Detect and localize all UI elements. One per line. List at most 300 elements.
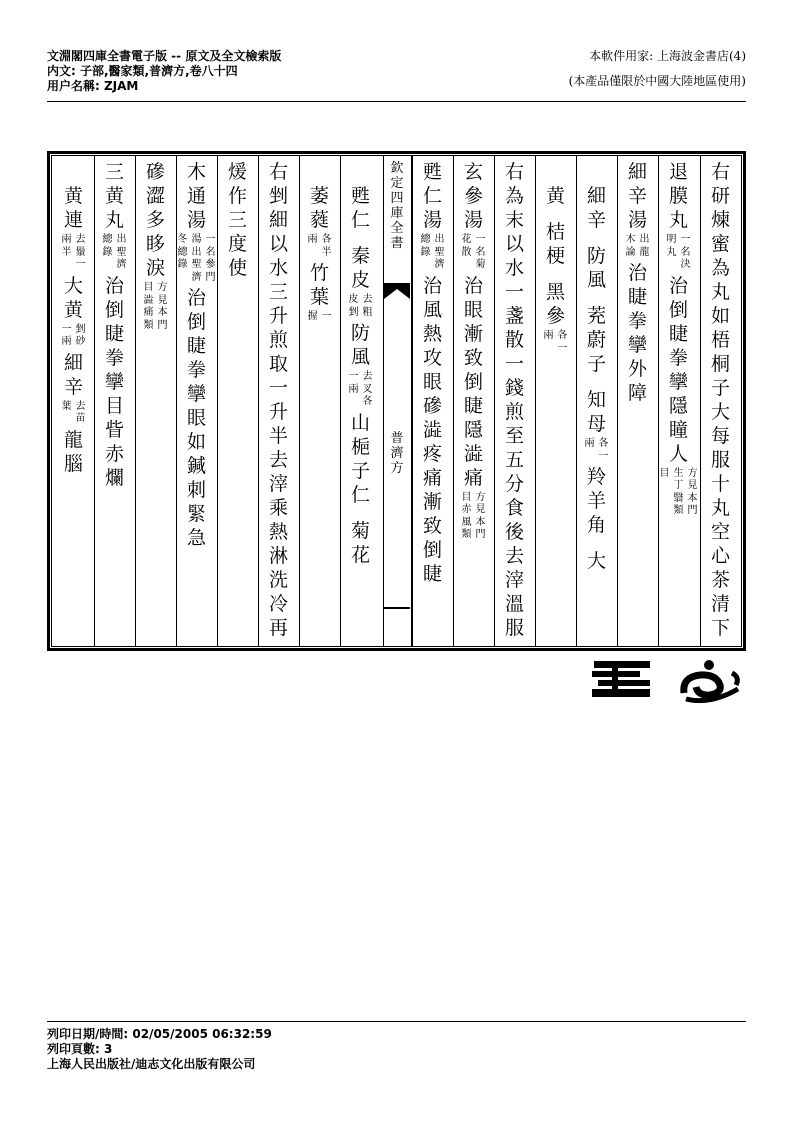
main-char: 後 (504, 521, 524, 543)
main-char: 十 (710, 473, 730, 495)
note-char: 翳 (673, 492, 684, 504)
interlinear-note (461, 234, 487, 272)
note-char: 木 (625, 234, 636, 245)
main-char: 湯 (463, 209, 483, 231)
note-char: 出 (639, 234, 650, 245)
interlinear-note (61, 324, 87, 349)
main-char: 刺 (186, 479, 206, 501)
text-column (258, 156, 299, 646)
main-char: 倒 (186, 311, 206, 333)
main-char: 每 (710, 425, 730, 447)
note-char: 握 (307, 311, 318, 322)
note-subcolumn (191, 234, 203, 284)
main-char: 仁 (350, 483, 370, 506)
main-char: 拳 (668, 346, 688, 369)
main-char: 退 (668, 161, 688, 183)
note-char: 出 (116, 234, 127, 245)
main-char: 羊 (586, 490, 606, 512)
main-char: 目 (104, 394, 124, 417)
main-char: 通 (186, 185, 206, 207)
main-char: 乘 (268, 497, 288, 519)
note-subcolumn (598, 438, 610, 463)
center-book-char: 全 (390, 221, 404, 236)
note-subcolumn (307, 311, 319, 324)
main-char: 甦 (350, 185, 370, 207)
main-char: 細 (586, 185, 606, 207)
column-rule (576, 155, 577, 647)
main-char: 萎 (309, 185, 329, 207)
main-char: 服 (710, 449, 730, 471)
text-column (94, 156, 135, 646)
main-char: 參 (545, 305, 565, 327)
note-char: 總 (177, 246, 188, 258)
column-rule (340, 155, 341, 647)
main-char: 茺 (586, 305, 606, 327)
main-char: 水 (268, 257, 288, 279)
main-char: 剉 (268, 185, 288, 207)
note-subcolumn (680, 234, 692, 272)
main-char: 澁 (422, 418, 442, 441)
note-char: 赤 (461, 504, 472, 515)
main-char: 磣 (422, 394, 442, 417)
interlinear-note (625, 234, 651, 259)
main-char: 至 (504, 425, 524, 447)
main-char: 黄 (545, 185, 565, 207)
main-char: 一 (504, 281, 524, 303)
main-char: 大 (586, 550, 606, 572)
main-char: 連 (63, 209, 83, 231)
note-subcolumn (205, 234, 217, 284)
interlinear-note (143, 282, 169, 332)
note-char: 出 (191, 246, 202, 258)
main-char: 桐 (710, 353, 730, 375)
column-rule (700, 155, 701, 647)
main-char: 為 (710, 257, 730, 279)
main-char: 淋 (268, 545, 288, 567)
note-char: 目 (659, 467, 670, 479)
main-char: 攣 (186, 383, 206, 405)
main-char: 磣 (145, 161, 165, 183)
interlinear-note (177, 234, 217, 284)
main-char: 腦 (63, 452, 83, 475)
main-char: 黄 (63, 185, 83, 207)
main-char: 漸 (422, 490, 442, 513)
main-char: 空 (710, 521, 730, 543)
center-book-char: 欽 (390, 161, 404, 176)
main-char: 丸 (710, 497, 730, 519)
note-subcolumn (434, 234, 446, 272)
main-char: 細 (268, 209, 288, 231)
note-subcolumn (307, 234, 319, 259)
column-rule (299, 155, 300, 647)
header-rule (47, 101, 746, 102)
note-char: 兩 (584, 438, 595, 449)
main-char: 致 (463, 346, 483, 369)
text-column (135, 156, 176, 646)
interlinear-note (659, 468, 699, 518)
main-char: 右 (504, 161, 524, 183)
column-rule (535, 155, 536, 647)
main-char: 如 (186, 431, 206, 453)
note-char: 本 (687, 492, 698, 504)
fishtail-mark (384, 283, 410, 299)
note-char: 丸 (666, 246, 677, 258)
main-char: 參 (463, 185, 483, 207)
fishtail-rule (384, 607, 410, 610)
main-char: 風 (586, 269, 606, 291)
note-char: 花 (461, 234, 472, 245)
note-subcolumn (348, 371, 360, 409)
main-char: 障 (627, 382, 647, 404)
note-char: 門 (205, 271, 216, 283)
center-juan-title (383, 431, 411, 476)
center-column-rule (411, 155, 412, 647)
column-rule (617, 155, 618, 647)
text-column (217, 156, 258, 646)
note-char: 痛 (143, 307, 154, 318)
main-char: 三 (268, 281, 288, 303)
text-column (453, 156, 494, 646)
main-char: 瞳 (668, 418, 688, 441)
main-char: 倒 (463, 370, 483, 393)
note-char: 剉 (75, 323, 86, 335)
main-char: 龍 (63, 428, 83, 451)
main-char: 使 (227, 257, 247, 279)
main-char: 右 (710, 161, 730, 183)
main-char: 一 (504, 353, 524, 375)
text-column (617, 156, 658, 646)
note-char: 論 (625, 246, 636, 258)
main-char: 赤 (104, 442, 124, 465)
note-subcolumn (659, 468, 671, 518)
text-column (700, 156, 741, 646)
main-char: 睫 (104, 322, 124, 345)
note-char: 各 (362, 396, 373, 407)
main-char: 梔 (350, 435, 370, 458)
main-char: 外 (627, 358, 647, 380)
note-char: 明 (666, 234, 677, 245)
main-char: 睫 (422, 562, 442, 585)
main-char: 眼 (422, 370, 442, 393)
interlinear-note (307, 234, 333, 259)
main-char: 錢 (504, 377, 524, 399)
note-char: 見 (687, 480, 698, 491)
main-char: 細 (627, 161, 647, 183)
column-rule (494, 155, 495, 647)
main-char: 丸 (104, 209, 124, 231)
note-char: 類 (461, 529, 472, 540)
note-char: 目 (461, 491, 472, 503)
note-char: 見 (157, 294, 168, 306)
main-char: 人 (668, 442, 688, 465)
main-char: 丸 (668, 209, 688, 231)
note-char: 冬 (177, 234, 188, 245)
main-char: 桔 (545, 221, 565, 243)
main-char: 角 (586, 514, 606, 536)
main-char: 心 (710, 545, 730, 567)
note-subcolumn (461, 492, 473, 542)
main-char: 分 (504, 473, 524, 495)
note-char: 方 (687, 467, 698, 479)
header-licensee: 本軟件用家: 上海波金書店(4) (589, 49, 746, 63)
note-char: 名 (680, 246, 691, 258)
note-subcolumn (362, 294, 374, 319)
main-char: 再 (268, 617, 288, 639)
note-char: 葉 (61, 400, 72, 412)
interlinear-note (420, 234, 446, 272)
note-char: 決 (680, 259, 691, 270)
note-char: 龍 (639, 246, 650, 258)
note-char: 澁 (143, 294, 154, 306)
note-subcolumn (639, 234, 651, 259)
main-char: 鍼 (186, 455, 206, 477)
main-char: 治 (627, 262, 647, 284)
main-char: 睫 (186, 335, 206, 357)
note-char: 散 (461, 246, 472, 258)
note-char: 參 (205, 259, 216, 270)
main-char: 去 (504, 545, 524, 567)
note-char: 聖 (191, 259, 202, 270)
note-char: 鬚 (75, 246, 86, 258)
main-char: 花 (350, 543, 370, 566)
note-char: 半 (321, 246, 332, 258)
column-rule (217, 155, 218, 647)
note-char: 兩 (348, 383, 359, 395)
main-char: 葉 (309, 286, 329, 308)
note-char: 門 (157, 319, 168, 331)
main-char: 去 (268, 449, 288, 471)
interlinear-note (666, 234, 692, 272)
note-subcolumn (157, 282, 169, 332)
main-char: 知 (586, 389, 606, 411)
column-rule (135, 155, 136, 647)
main-char: 緊 (186, 503, 206, 525)
interlinear-note (348, 294, 374, 319)
main-char: 風 (350, 346, 370, 368)
note-char: 錄 (420, 246, 431, 258)
main-char: 治 (422, 274, 442, 297)
main-char: 蜜 (710, 233, 730, 255)
column-rule (94, 155, 95, 647)
note-char: 去 (75, 400, 86, 412)
note-char: 去 (362, 294, 373, 305)
note-char: 方 (475, 491, 486, 503)
seal-mark-left (592, 659, 652, 699)
main-char: 滓 (268, 473, 288, 495)
main-char: 菊 (350, 519, 370, 542)
note-char: 類 (143, 319, 154, 331)
interlinear-note (543, 330, 569, 355)
header-section: 内文: 子部,醫家類,普濟方,卷八十四 (47, 64, 238, 78)
note-char: 砂 (75, 336, 86, 347)
footer-rule (47, 1021, 746, 1022)
main-char: 丸 (710, 281, 730, 303)
interlinear-note (61, 401, 87, 426)
main-char: 溫 (504, 593, 524, 615)
note-char: 各 (598, 438, 609, 449)
note-char: 濟 (191, 271, 202, 283)
header-title: 文淵閣四庫全書電子版 -- 原文及全文檢索版 (47, 49, 282, 63)
main-char: 蔚 (586, 329, 606, 351)
main-char: 攣 (104, 370, 124, 393)
note-char: 風 (461, 516, 472, 528)
note-char: 一 (75, 259, 86, 270)
main-char: 梗 (545, 245, 565, 267)
interlinear-note (461, 492, 487, 542)
footer-info (47, 1027, 272, 1072)
main-char: 以 (504, 233, 524, 255)
note-char: 本 (157, 307, 168, 318)
note-subcolumn (584, 438, 596, 463)
main-char: 服 (504, 617, 524, 639)
text-column (494, 156, 535, 646)
main-char: 黄 (104, 185, 124, 207)
note-char: 去 (75, 234, 86, 245)
main-char: 隱 (668, 394, 688, 417)
main-char: 研 (710, 185, 730, 207)
text-column (176, 156, 217, 646)
note-subcolumn (557, 330, 569, 355)
note-subcolumn (61, 324, 73, 349)
main-char: 散 (504, 329, 524, 351)
main-char: 如 (710, 305, 730, 327)
center-book-char: 書 (390, 236, 404, 251)
main-char: 三 (227, 209, 247, 231)
text-column (576, 156, 617, 646)
main-char: 大 (710, 401, 730, 423)
center-title-char: 濟 (390, 446, 404, 461)
note-char: 方 (157, 282, 168, 293)
center-title-char: 方 (390, 461, 404, 476)
note-subcolumn (321, 234, 333, 259)
note-subcolumn (61, 401, 73, 426)
main-char: 冷 (268, 593, 288, 615)
main-char: 母 (586, 413, 606, 435)
main-char: 竹 (309, 262, 329, 284)
main-char: 子 (710, 377, 730, 399)
main-char: 隱 (463, 418, 483, 441)
note-char: 門 (475, 529, 486, 540)
main-char: 秦 (350, 245, 370, 267)
center-book-title (383, 161, 411, 251)
main-char: 一 (268, 377, 288, 399)
header-restriction: (本產品僅限於中國大陸地區使用) (568, 74, 746, 88)
main-char: 黄 (63, 298, 83, 321)
note-char: 去 (362, 371, 373, 382)
main-char: 治 (104, 274, 124, 297)
interlinear-note (61, 234, 87, 272)
main-char: 半 (268, 425, 288, 447)
header-license (569, 49, 746, 89)
main-char: 洗 (268, 569, 288, 591)
main-char: 致 (422, 514, 442, 537)
main-char: 急 (186, 527, 206, 549)
note-char: 菊 (475, 259, 486, 270)
main-char: 熱 (422, 322, 442, 345)
main-char: 升 (268, 305, 288, 327)
note-char: 兩 (307, 234, 318, 245)
main-char: 防 (350, 322, 370, 344)
main-char: 澁 (463, 442, 483, 465)
main-char: 眥 (104, 418, 124, 441)
main-char: 煖 (227, 161, 247, 183)
note-char: 兩 (61, 336, 72, 347)
note-subcolumn (475, 492, 487, 542)
text-column (535, 156, 576, 646)
column-rule (412, 155, 413, 647)
note-char: 一 (61, 323, 72, 335)
main-char: 盞 (504, 305, 524, 327)
note-char: 本 (475, 516, 486, 528)
note-char: 目 (143, 282, 154, 293)
main-char: 右 (268, 161, 288, 183)
main-char: 眼 (186, 407, 206, 429)
column-rule (258, 155, 259, 647)
main-char: 滓 (504, 569, 524, 591)
main-char: 爛 (104, 466, 124, 489)
note-char: 一 (557, 342, 568, 354)
note-char: 一 (348, 371, 359, 382)
note-char: 一 (321, 311, 332, 322)
note-char: 出 (434, 234, 445, 245)
note-char: 半 (61, 246, 72, 258)
note-subcolumn (348, 294, 360, 319)
footer-pages: 列印頁數: 3 (47, 1042, 113, 1056)
main-char: 作 (227, 185, 247, 207)
note-subcolumn (321, 311, 333, 324)
main-char: 大 (63, 274, 83, 297)
main-char: 升 (268, 401, 288, 423)
note-char: 名 (205, 246, 216, 258)
main-char: 攣 (668, 370, 688, 393)
main-char: 細 (63, 351, 83, 374)
main-char: 黑 (545, 281, 565, 303)
note-char: 湯 (191, 234, 202, 245)
note-char: 名 (475, 246, 486, 258)
main-char: 羚 (586, 466, 606, 488)
main-char: 治 (463, 274, 483, 297)
main-char: 茶 (710, 569, 730, 591)
note-subcolumn (177, 234, 189, 284)
main-char: 攣 (627, 334, 647, 356)
note-subcolumn (420, 234, 432, 272)
main-char: 痛 (463, 466, 483, 489)
main-char: 澀 (145, 185, 165, 207)
main-char: 子 (586, 353, 606, 375)
note-char: 苗 (75, 413, 86, 424)
main-char: 痛 (422, 466, 442, 489)
footer-print-time: 列印日期/時間: 02/05/2005 06:32:59 (47, 1027, 272, 1041)
center-book-char: 四 (390, 191, 404, 206)
main-char: 辛 (586, 209, 606, 231)
text-column (658, 156, 699, 646)
main-char: 煎 (504, 401, 524, 423)
main-char: 多 (145, 209, 165, 231)
note-char: 叉 (362, 383, 373, 395)
note-char: 一 (475, 234, 486, 245)
note-char: 聖 (434, 246, 445, 258)
column-rule (453, 155, 454, 647)
main-char: 五 (504, 449, 524, 471)
note-char: 皮 (348, 294, 359, 305)
main-char: 子 (350, 459, 370, 482)
center-title-char: 普 (390, 431, 404, 446)
interlinear-note (307, 311, 333, 324)
main-char: 淚 (145, 257, 165, 279)
text-column (53, 156, 94, 646)
note-char: 門 (687, 505, 698, 516)
main-char: 治 (668, 274, 688, 297)
